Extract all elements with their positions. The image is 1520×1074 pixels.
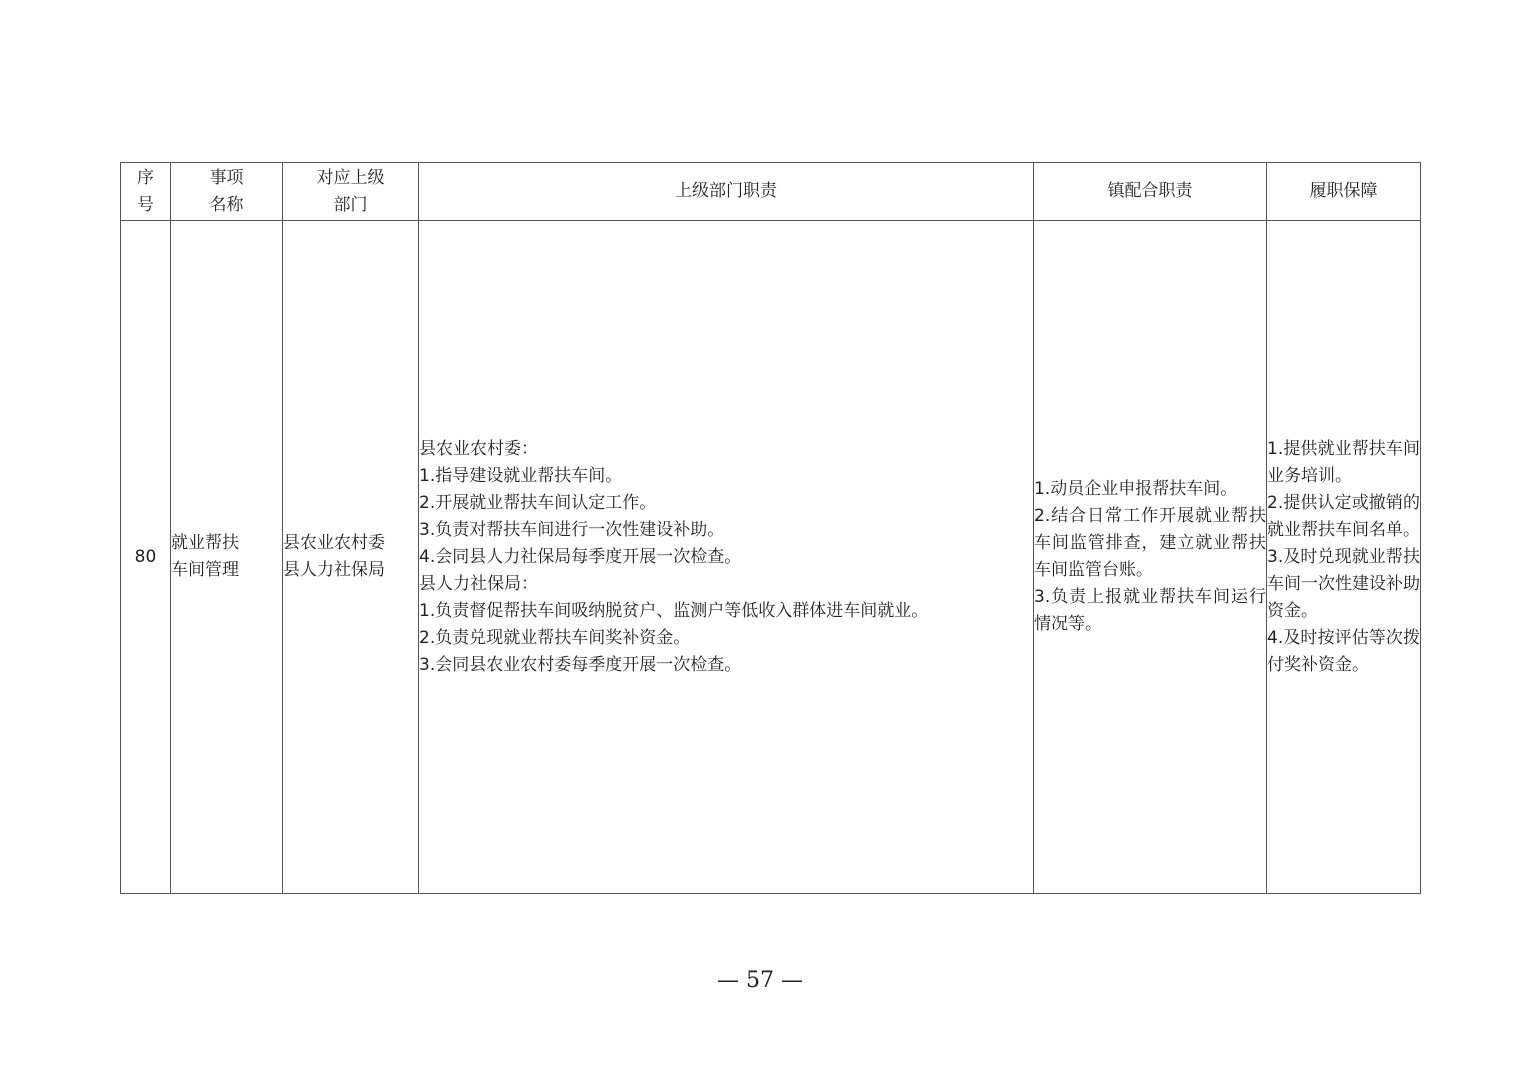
duties-table — [120, 162, 1421, 894]
duty-line: 1.指导建设就业帮扶车间。 — [419, 465, 623, 486]
row-item-name: 就业帮扶 车间管理 — [171, 221, 283, 894]
duty-line: 2.开展就业帮扶车间认定工作。 — [419, 492, 657, 513]
row-superior-dept: 县农业农村委 县人力社保局 — [283, 221, 419, 894]
guarantee-item: 3.及时兑现就业帮扶车间一次性建设补助资金。 — [1267, 546, 1420, 621]
header-town-duty: 镇配合职责 — [1034, 163, 1267, 221]
duty-line: 2.负责兑现就业帮扶车间奖补资金。 — [419, 627, 691, 648]
page-number: — 57 — — [717, 968, 803, 993]
header-guarantee: 履职保障 — [1267, 163, 1421, 221]
duty-line: 3.会同县农业农村委每季度开展一次检查。 — [419, 654, 742, 675]
town-duty-item: 2.结合日常工作开展就业帮扶车间监管排查，建立就业帮扶车间监管台账。 — [1034, 506, 1266, 580]
row-guarantee — [1267, 221, 1421, 894]
header-item-name: 事项 名称 — [171, 163, 283, 221]
town-duty-item: 3.负责上报就业帮扶车间运行情况等。 — [1034, 587, 1266, 634]
duty-line: 县农业农村委： — [419, 438, 538, 459]
row-no: 80 — [121, 221, 171, 894]
header-no: 序 号 — [121, 163, 171, 221]
row-town-duty — [1034, 221, 1267, 894]
guarantee-item: 4.及时按评估等次拨付奖补资金。 — [1267, 627, 1420, 675]
table-row — [121, 221, 1421, 894]
duty-line: 1.负责督促帮扶车间吸纳脱贫户、监测户等低收入群体进车间就业。 — [419, 600, 929, 621]
header-superior-duty: 上级部门职责 — [419, 163, 1034, 221]
duty-line: 县人力社保局： — [419, 573, 538, 594]
duty-line: 4.会同县人力社保局每季度开展一次检查。 — [419, 546, 742, 567]
guarantee-item: 1.提供就业帮扶车间业务培训。 — [1267, 438, 1420, 486]
guarantee-item: 2.提供认定或撤销的就业帮扶车间名单。 — [1267, 492, 1420, 540]
row-superior-duty — [419, 221, 1034, 894]
duty-line: 3.负责对帮扶车间进行一次性建设补助。 — [419, 519, 725, 540]
header-superior-dept: 对应上级 部门 — [283, 163, 419, 221]
town-duty-item: 1.动员企业申报帮扶车间。 — [1034, 479, 1238, 499]
header-row — [121, 163, 1421, 221]
